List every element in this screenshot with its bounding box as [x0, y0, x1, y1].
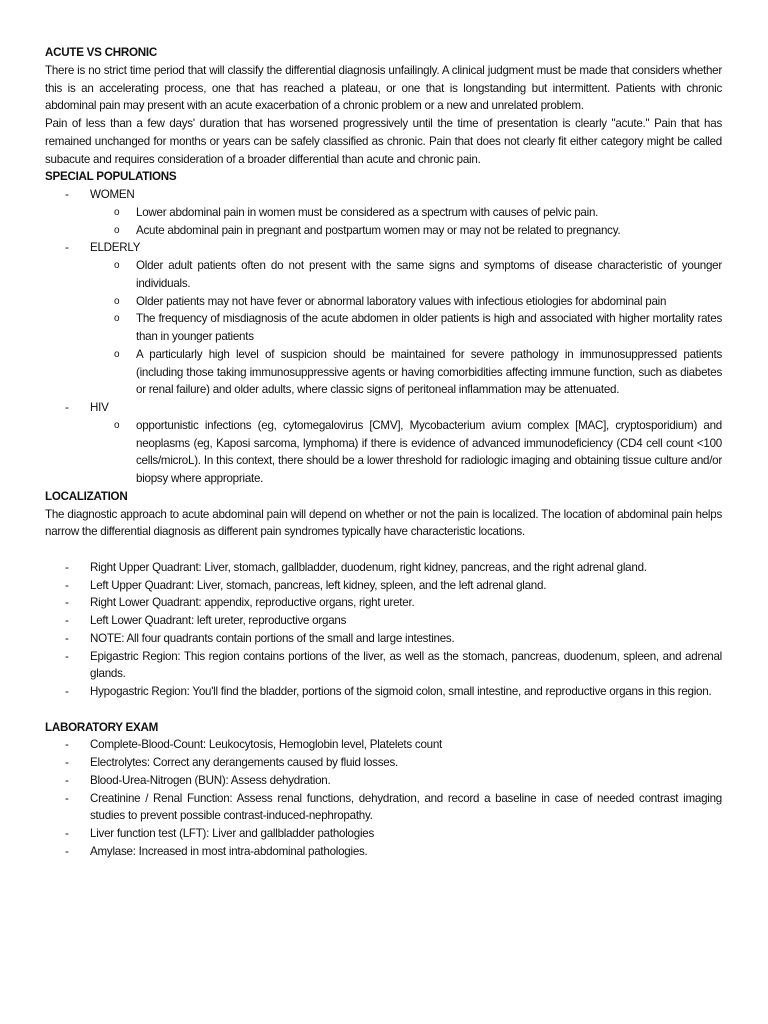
dash-bullet: - [65, 241, 69, 255]
list-item-text: Amylase: Increased in most intra-abdominal pathologies. [90, 844, 368, 858]
dash-bullet: - [65, 844, 69, 858]
list-item [90, 346, 722, 399]
list-item [45, 559, 722, 577]
population-group-hiv [45, 399, 722, 488]
list-item [45, 648, 722, 684]
laboratory-list [45, 736, 722, 860]
list-item-text: A particularly high level of suspicion should be maintained for severe pathology in immunosuppressed patients (including those taking immunosuppressive agents or having comorbidities affecting immune function, such as diabetes or renal failure) and older adults, where classic signs of peritoneal inflammation may be attenuated. [136, 347, 722, 397]
list-item-text: Complete-Blood-Count: Leukocytosis, Hemoglobin level, Platelets count [90, 738, 443, 752]
list-item [90, 417, 722, 488]
circle-bullet: o [114, 348, 120, 360]
list-item-text: Left Lower Quadrant: left ureter, reproductive organs [90, 614, 347, 627]
list-item-text: Hypogastric Region: You'll find the bladder, portions of the sigmoid colon, small intestine, and reproductive organs in this region. [90, 685, 712, 698]
dash-bullet: - [65, 649, 69, 663]
list-item-text: Right Lower Quadrant: appendix, reproductive organs, right ureter. [90, 596, 415, 610]
localization-intro: The diagnostic approach to acute abdominal pain will depend on whether or not the pain is localized. The location of abdominal pain helps narrow the differential diagnosis as different pain syndromes typically have characteristic locations. [45, 507, 722, 539]
list-item [45, 577, 722, 595]
list-item [45, 594, 722, 612]
list-item [90, 310, 722, 346]
dash-bullet: - [65, 578, 69, 592]
list-item-text: Epigastric Region: This region contains portions of the liver, as well as the stomach, pancreas, duodenum, spleen, and adrenal glands. [90, 649, 722, 681]
list-item [90, 204, 722, 222]
list-item-text: opportunistic infections (eg, cytomegalovirus [CMV], Mycobacterium avium complex [MAC], cryptosporidium) and neoplasms (eg, Kaposi sarcoma, lymphoma) if there is evidence of advanced immunodeficiency (CD4 cell count <100 cells/microL). In this context, there should be a lower threshold for radiologic imaging and obtaining tissue culture and/or biopsy where appropriate. [136, 418, 722, 485]
dash-bullet: - [65, 401, 69, 414]
list-item-text: Creatinine / Renal Function: Assess renal functions, dehydration, and record a baseline in case of needed contrast imaging studies to prevent possible contrast-induced-nephropathy. [90, 791, 722, 823]
circle-bullet: o [114, 313, 120, 325]
circle-bullet: o [114, 295, 120, 307]
list-item [45, 843, 722, 861]
blank-line [45, 701, 722, 719]
population-sublist [90, 204, 722, 240]
localization-list [45, 559, 722, 701]
circle-bullet: o [114, 260, 120, 271]
population-sublist [90, 417, 722, 488]
list-item [45, 825, 722, 843]
list-item [45, 736, 722, 754]
population-group-women [45, 186, 722, 239]
population-sublist [90, 257, 722, 399]
special-populations-list [45, 186, 722, 488]
list-item [90, 222, 722, 240]
list-item [45, 790, 722, 826]
dash-bullet: - [65, 631, 69, 645]
section-heading-acute-vs-chronic: ACUTE VS CHRONIC [45, 46, 157, 59]
dash-bullet: - [65, 791, 69, 805]
population-group-title: ELDERLY [90, 241, 141, 255]
circle-bullet: o [114, 206, 120, 218]
document-page [45, 44, 722, 861]
dash-bullet: - [65, 188, 69, 201]
list-item-text: Liver function test (LFT): Liver and gallbladder pathologies [90, 827, 375, 840]
dash-bullet: - [65, 827, 69, 840]
list-item [45, 754, 722, 772]
population-group-elderly [45, 239, 722, 399]
list-item-text: Older adult patients often do not present with the same signs and symptoms of disease characteristic of younger individuals. [136, 259, 722, 290]
population-group-title: HIV [90, 401, 109, 414]
circle-bullet: o [114, 419, 120, 431]
list-item [90, 257, 722, 293]
section-heading-special-populations: SPECIAL POPULATIONS [45, 170, 177, 184]
dash-bullet: - [65, 756, 69, 769]
list-item-text: Left Upper Quadrant: Liver, stomach, pancreas, left kidney, spleen, and the left adrenal gland. [90, 578, 547, 592]
list-item [45, 630, 722, 648]
acute-chronic-paragraph-2: Pain of less than a few days' duration that has worsened progressively until the time of presentation is clearly "acute." Pain that has remained unchanged for months or years can be safely classified as chronic. Pain that does not clearly fit either category might be called subacute and requires consideration of a broader differential than acute and chronic pain. [45, 117, 722, 166]
dash-bullet: - [65, 614, 69, 627]
dash-bullet: - [65, 560, 69, 574]
section-heading-laboratory-exam: LABORATORY EXAM [45, 720, 159, 734]
dash-bullet: - [65, 773, 69, 787]
blank-line [45, 541, 722, 559]
dash-bullet: - [65, 596, 69, 610]
list-item [45, 612, 722, 630]
acute-chronic-paragraph-1: There is no strict time period that will classify the differential diagnosis unfailingly. A clinical judgment must be made that considers whether this is an accelerating process, one that has reached a plateau, or one that is longstanding but intermittent. Patients with chronic abdominal pain may present with an acute exacerbation of a chronic problem or a new and unrelated problem. [45, 63, 722, 113]
list-item-text: Older patients may not have fever or abnormal laboratory values with infectious etiologies for abdominal pain [136, 294, 667, 308]
list-item-text: NOTE: All four quadrants contain portions of the small and large intestines. [90, 631, 455, 645]
list-item [90, 293, 722, 311]
dash-bullet: - [65, 738, 69, 752]
list-item-text: Acute abdominal pain in pregnant and postpartum women may or may not be related to pregnancy. [136, 223, 621, 237]
list-item-text: The frequency of misdiagnosis of the acute abdomen in older patients is high and associated with higher mortality rates than in younger patients [136, 312, 722, 343]
list-item [45, 683, 722, 701]
list-item-text: Right Upper Quadrant: Liver, stomach, gallbladder, duodenum, right kidney, pancreas, and the right adrenal gland. [90, 560, 647, 574]
circle-bullet: o [114, 224, 120, 236]
section-heading-localization: LOCALIZATION [45, 489, 128, 503]
population-group-title: WOMEN [90, 188, 135, 201]
list-item-text: Blood-Urea-Nitrogen (BUN): Assess dehydration. [90, 773, 331, 787]
dash-bullet: - [65, 685, 69, 698]
list-item-text: Electrolytes: Correct any derangements caused by fluid losses. [90, 756, 398, 769]
list-item-text: Lower abdominal pain in women must be considered as a spectrum with causes of pelvic pain. [136, 205, 599, 219]
list-item [45, 772, 722, 790]
